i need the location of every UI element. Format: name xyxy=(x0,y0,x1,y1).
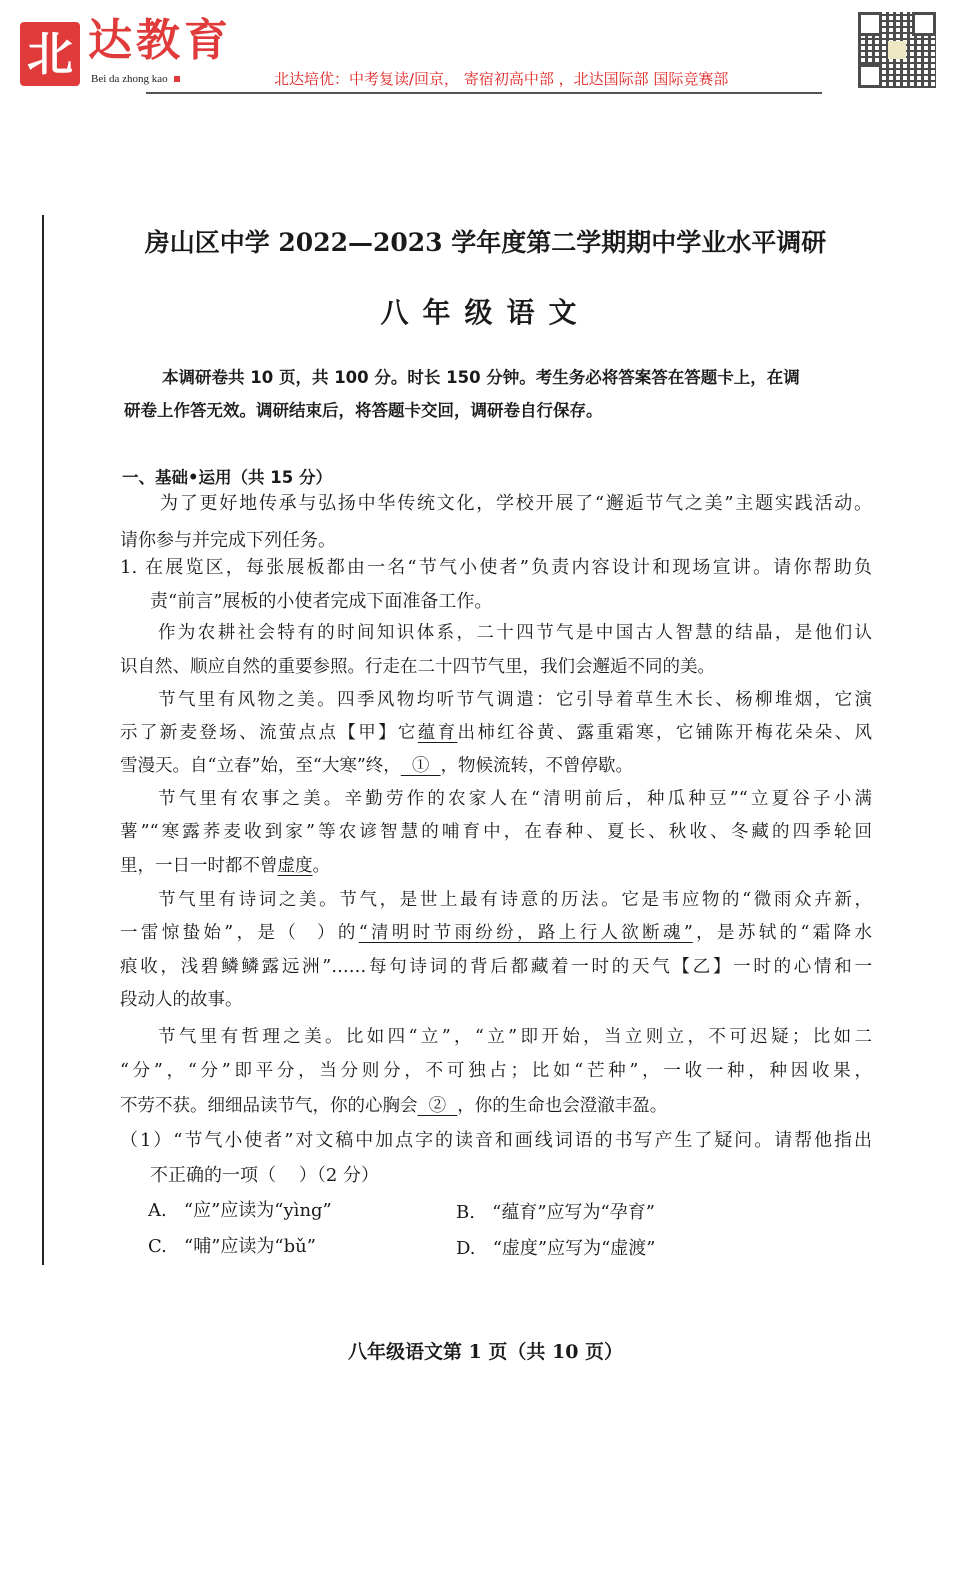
exam-instructions-line-1: 本调研卷共 10 页，共 100 分。时长 150 分钟。考生务必将答案答在答题卡上，在调 xyxy=(162,368,800,387)
option-a: A. “应”应读为“yìng” xyxy=(148,1200,332,1221)
text-line xyxy=(120,656,872,678)
exam-instructions-line-2: 研卷上作答无效。调研结束后，将答题卡交回，调研卷自行保存。 xyxy=(124,401,603,420)
exam-title: 房山区中学 2022—2023 学年度第二学期期中学业水平调研 xyxy=(144,228,827,257)
text-line xyxy=(160,493,872,515)
underlined-text: ② xyxy=(417,1096,458,1116)
text-line xyxy=(120,530,872,552)
text-segment: 识自然、顺应自然的重要参照。行走在二十四节气里，我们会邂逅不同的美。 xyxy=(120,657,715,677)
text-line xyxy=(120,1130,872,1152)
text-segment: 为了更好地传承与弘扬中华传统文化，学校开展了“邂逅节气之美”主题实践活动。 xyxy=(160,493,872,514)
text-line xyxy=(158,689,872,711)
option-b: B. “蕴育”应写为“孕育” xyxy=(456,1202,655,1223)
text-line xyxy=(158,889,872,911)
text-line xyxy=(158,788,872,810)
exam-subject: 八年级语文 xyxy=(380,296,591,329)
text-line xyxy=(120,922,872,944)
text-line xyxy=(120,989,872,1011)
text-segment: ，是苏轼的“霜降水 xyxy=(692,923,872,943)
text-line xyxy=(120,821,872,843)
text-segment: 雪漫天。自“立春”始，至“大寒”终， xyxy=(120,756,401,776)
text-segment: 不劳不获。细细品读节气，你的心胸会 xyxy=(120,1096,418,1116)
page-footer: 八年级语文第 1 页（共 10 页） xyxy=(347,1341,624,1363)
text-line xyxy=(120,1095,872,1117)
text-line xyxy=(120,755,872,777)
underlined-text: 虚度 xyxy=(277,856,313,876)
logo-mark xyxy=(20,22,80,86)
text-line xyxy=(120,557,872,579)
text-segment: 薯”“寒露荞麦收到家”等农谚智慧的哺育中，在春种、夏长、秋收、冬藏的四季轮回 xyxy=(120,822,872,842)
text-segment: 。 xyxy=(312,856,330,876)
text-segment: 一雷惊蛰始”，是（ ）的 xyxy=(120,923,359,943)
text-line xyxy=(120,956,872,978)
text-segment: 里，一日一时都不曾 xyxy=(120,856,278,876)
text-segment: ，你的生命也会澄澈丰盈。 xyxy=(457,1096,668,1116)
text-line xyxy=(120,855,872,877)
logo-char: 北 xyxy=(27,27,73,81)
qr-code-icon xyxy=(858,12,936,88)
text-segment: 示了新麦登场、流萤点点【甲】它 xyxy=(120,723,418,743)
logo-text: 达教育 xyxy=(88,15,232,66)
text-segment: 节气里有诗词之美。节气，是世上最有诗意的历法。它是韦应物的“微雨众卉新， xyxy=(158,890,872,910)
underlined-text: “清明时节雨纷纷，路上行人欲断魂” xyxy=(358,923,693,943)
underlined-text: ① xyxy=(400,756,441,776)
text-line xyxy=(120,722,872,744)
text-segment: 责“前言”展板的小使者完成下面准备工作。 xyxy=(150,591,493,612)
text-segment: 作为农耕社会特有的时间知识体系，二十四节气是中国古人智慧的结晶，是他们认 xyxy=(158,623,872,643)
text-segment: 节气里有农事之美。辛勤劳作的农家人在“清明前后，种瓜种豆”“立夏谷子小满 xyxy=(158,789,872,809)
text-line xyxy=(150,591,872,613)
text-segment: 痕收，浅碧鳞鳞露远洲”……每句诗词的背后都藏着一时的天气【乙】一时的心情和一 xyxy=(120,957,872,977)
logo-subtitle xyxy=(91,73,180,86)
text-line xyxy=(120,1060,872,1082)
text-segment: 段动人的故事。 xyxy=(120,990,243,1010)
text-segment: 节气里有哲理之美。比如四“立”，“立”即开始，当立则立，不可迟疑；比如二 xyxy=(158,1027,872,1047)
logo-sub-text: Bei da zhong kao xyxy=(91,73,168,85)
option-c: C. “哺”应读为“bǔ” xyxy=(148,1236,316,1257)
header-divider xyxy=(146,92,822,94)
underlined-text: 蕴育 xyxy=(417,723,458,743)
header-slogan: 北达培优：中考复读/回京， 寄宿初高中部 ，北达国际部 国际竞赛部 xyxy=(274,70,729,88)
text-line xyxy=(158,622,872,644)
red-square-icon xyxy=(174,76,180,82)
text-segment: 1. 在展览区，每张展板都由一名“节气小使者”负责内容设计和现场宣讲。请你帮助负 xyxy=(120,557,872,578)
text-segment: 不正确的一项（ ）（2 分） xyxy=(150,1165,380,1186)
text-segment: （1）“节气小使者”对文稿中加点字的读音和画线词语的书写产生了疑问。请帮他指出 xyxy=(120,1130,872,1151)
binding-margin-line xyxy=(42,215,44,1265)
section-heading: 一、基础•运用（共 15 分） xyxy=(122,468,332,487)
text-segment: 出柿红谷黄、露重霜寒，它铺陈开梅花朵朵、风 xyxy=(457,723,873,743)
text-segment: 请你参与并完成下列任务。 xyxy=(120,530,336,551)
option-d: D. “虚度”应写为“虚渡” xyxy=(456,1238,656,1259)
text-segment: “分”，“分”即平分，当分则分，不可独占；比如“芒种”，一收一种，种因收果， xyxy=(120,1061,872,1081)
text-segment: ，物候流转，不曾停歇。 xyxy=(440,756,634,776)
text-line xyxy=(158,1026,872,1048)
text-segment: 节气里有风物之美。四季风物均听节气调遣：它引导着草生木长、杨柳堆烟，它演 xyxy=(158,690,872,710)
text-line xyxy=(150,1165,872,1187)
